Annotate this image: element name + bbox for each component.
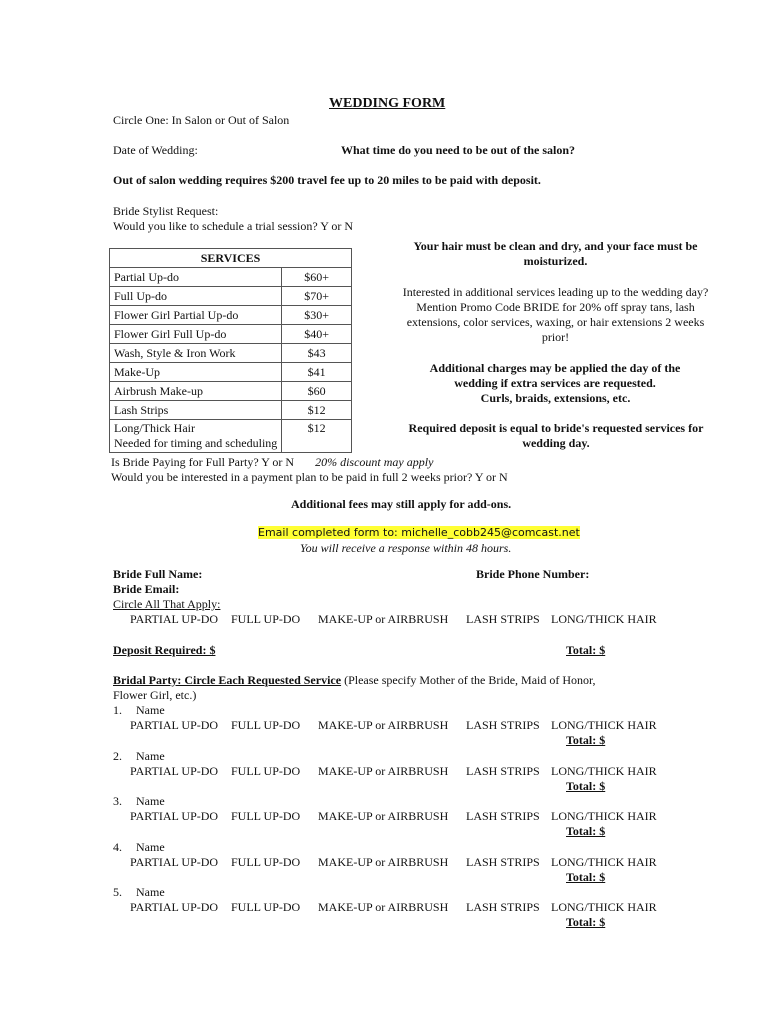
option-full-updo: FULL UP-DO <box>231 809 301 823</box>
deposit-required-label: Deposit Required: $ <box>113 643 216 657</box>
party-member-name-label: Name <box>136 749 165 763</box>
option-lash-strips: LASH STRIPS <box>466 718 540 732</box>
service-name: Flower Girl Partial Up-do <box>110 306 282 325</box>
option-makeup-airbrush: MAKE-UP or AIRBRUSH <box>318 718 449 732</box>
service-price: $43 <box>282 344 352 363</box>
option-full-updo: FULL UP-DO <box>231 612 301 626</box>
option-partial-updo: PARTIAL UP-DO <box>130 718 219 732</box>
option-partial-updo: PARTIAL UP-DO <box>130 900 219 914</box>
additional-services-note: Interested in additional services leading up to the wedding day? Mention Promo Code BRIDE for 20% off spray tans, lash extensions, color services, waxing, or hair extensions 2 weeks prior! <box>402 285 709 344</box>
service-row <box>110 382 352 401</box>
party-member-number: 2. <box>113 749 122 763</box>
bride-options-row <box>0 612 770 627</box>
hair-clean-note: Your hair must be clean and dry, and your face must be moisturized. <box>413 239 698 268</box>
service-row <box>110 363 352 382</box>
travel-fee-notice: Out of salon wedding requires $200 travel fee up to 20 miles to be paid with deposit. <box>113 173 541 187</box>
service-name: Make-Up <box>110 363 282 382</box>
payment-plan-question: Would you be interested in a payment plan to be paid in full 2 weeks prior? Y or N <box>111 470 508 484</box>
option-partial-updo: PARTIAL UP-DO <box>130 855 219 869</box>
party-member-name-label: Name <box>136 885 165 899</box>
party-member-name-label: Name <box>136 703 165 717</box>
party-member-total-label: Total: $ <box>566 733 606 747</box>
service-price: $12 <box>282 420 352 453</box>
service-price: $12 <box>282 401 352 420</box>
option-lash-strips: LASH STRIPS <box>466 855 540 869</box>
party-member-total-label: Total: $ <box>566 779 606 793</box>
option-lash-strips: LASH STRIPS <box>466 900 540 914</box>
option-lash-strips: LASH STRIPS <box>466 612 540 626</box>
option-lash-strips: LASH STRIPS <box>466 809 540 823</box>
option-lash-strips: LASH STRIPS <box>466 764 540 778</box>
option-makeup-airbrush: MAKE-UP or AIRBRUSH <box>318 612 449 626</box>
service-price: $40+ <box>282 325 352 344</box>
bride-total-label: Total: $ <box>566 643 606 657</box>
option-long-thick-hair: LONG/THICK HAIR <box>551 809 657 823</box>
party-member-number: 3. <box>113 794 122 808</box>
service-name: Lash Strips <box>110 401 282 420</box>
service-row <box>110 268 352 287</box>
option-long-thick-hair: LONG/THICK HAIR <box>551 855 657 869</box>
full-party-question <box>111 455 433 470</box>
option-full-updo: FULL UP-DO <box>231 900 301 914</box>
option-partial-updo: PARTIAL UP-DO <box>130 612 219 626</box>
email-instruction <box>258 525 580 540</box>
option-long-thick-hair: LONG/THICK HAIR <box>551 764 657 778</box>
party-member-name-label: Name <box>136 840 165 854</box>
party-member-options-row <box>0 718 770 733</box>
option-long-thick-hair: LONG/THICK HAIR <box>551 718 657 732</box>
party-member-options-row <box>0 855 770 870</box>
page-title: WEDDING FORM <box>329 96 446 111</box>
service-price: $60+ <box>282 268 352 287</box>
party-member-number: 4. <box>113 840 122 854</box>
email-highlight: Email completed form to: michelle_cobb245@comcast.net <box>258 526 580 539</box>
bride-phone-label: Bride Phone Number: <box>476 567 590 581</box>
service-row <box>110 306 352 325</box>
additional-charges-note: Additional charges may be applied the day of the wedding if extra services are requested. <box>429 361 681 390</box>
add-on-fees-note: Additional fees may still apply for add-ons. <box>291 497 512 511</box>
party-member-total-label: Total: $ <box>566 824 606 838</box>
service-name <box>110 420 282 453</box>
service-row <box>110 325 352 344</box>
service-price: $70+ <box>282 287 352 306</box>
full-party-discount: 20% discount may apply <box>315 455 434 469</box>
bridal-party-heading: Bridal Party: Circle Each Requested Service <box>113 673 342 687</box>
party-member-options-row <box>0 809 770 824</box>
service-name: Wash, Style & Iron Work <box>110 344 282 363</box>
option-partial-updo: PARTIAL UP-DO <box>130 764 219 778</box>
service-price: $60 <box>282 382 352 401</box>
service-price: $30+ <box>282 306 352 325</box>
location-choice: Circle One: In Salon or Out of Salon <box>113 113 290 127</box>
option-full-updo: FULL UP-DO <box>231 855 301 869</box>
deposit-note: Required deposit is equal to bride's requested services for wedding day. <box>408 421 704 450</box>
full-party-question-text: Is Bride Paying for Full Party? Y or N <box>111 455 295 469</box>
option-partial-updo: PARTIAL UP-DO <box>130 809 219 823</box>
party-member-number: 1. <box>113 703 122 717</box>
extra-services-examples: Curls, braids, extensions, etc. <box>480 391 631 405</box>
party-member-number: 5. <box>113 885 122 899</box>
party-member-options-row <box>0 764 770 779</box>
service-row <box>110 287 352 306</box>
bride-email-label: Bride Email: <box>113 582 180 596</box>
option-full-updo: FULL UP-DO <box>231 718 301 732</box>
option-makeup-airbrush: MAKE-UP or AIRBRUSH <box>318 809 449 823</box>
option-makeup-airbrush: MAKE-UP or AIRBRUSH <box>318 764 449 778</box>
services-table <box>109 248 352 453</box>
option-long-thick-hair: LONG/THICK HAIR <box>551 900 657 914</box>
bridal-party-heading-line <box>113 673 596 688</box>
party-member-total-label: Total: $ <box>566 915 606 929</box>
party-member-name-label: Name <box>136 794 165 808</box>
bride-full-name-label: Bride Full Name: <box>113 567 203 581</box>
service-row <box>110 401 352 420</box>
service-name-line1: Long/Thick Hair <box>114 421 195 435</box>
service-row <box>110 420 352 453</box>
wedding-date-label: Date of Wedding: <box>113 143 198 157</box>
bridal-party-note: (Please specify Mother of the Bride, Maid of Honor, <box>341 673 596 687</box>
service-name: Partial Up-do <box>110 268 282 287</box>
trial-question: Would you like to schedule a trial session? Y or N <box>113 219 354 233</box>
time-question: What time do you need to be out of the salon? <box>341 143 576 157</box>
service-name: Full Up-do <box>110 287 282 306</box>
bridal-party-note-continued: Flower Girl, etc.) <box>113 688 197 702</box>
services-header: SERVICES <box>110 249 352 268</box>
party-member-options-row <box>0 900 770 915</box>
service-price: $41 <box>282 363 352 382</box>
service-row <box>110 344 352 363</box>
circle-all-label: Circle All That Apply: <box>113 597 221 611</box>
option-long-thick-hair: LONG/THICK HAIR <box>551 612 657 626</box>
option-makeup-airbrush: MAKE-UP or AIRBRUSH <box>318 855 449 869</box>
service-name: Flower Girl Full Up-do <box>110 325 282 344</box>
option-makeup-airbrush: MAKE-UP or AIRBRUSH <box>318 900 449 914</box>
service-name: Airbrush Make-up <box>110 382 282 401</box>
service-name-line2: Needed for timing and scheduling <box>114 436 278 450</box>
stylist-request-label: Bride Stylist Request: <box>113 204 219 218</box>
option-full-updo: FULL UP-DO <box>231 764 301 778</box>
party-member-total-label: Total: $ <box>566 870 606 884</box>
response-time-note: You will receive a response within 48 hours. <box>300 541 512 555</box>
